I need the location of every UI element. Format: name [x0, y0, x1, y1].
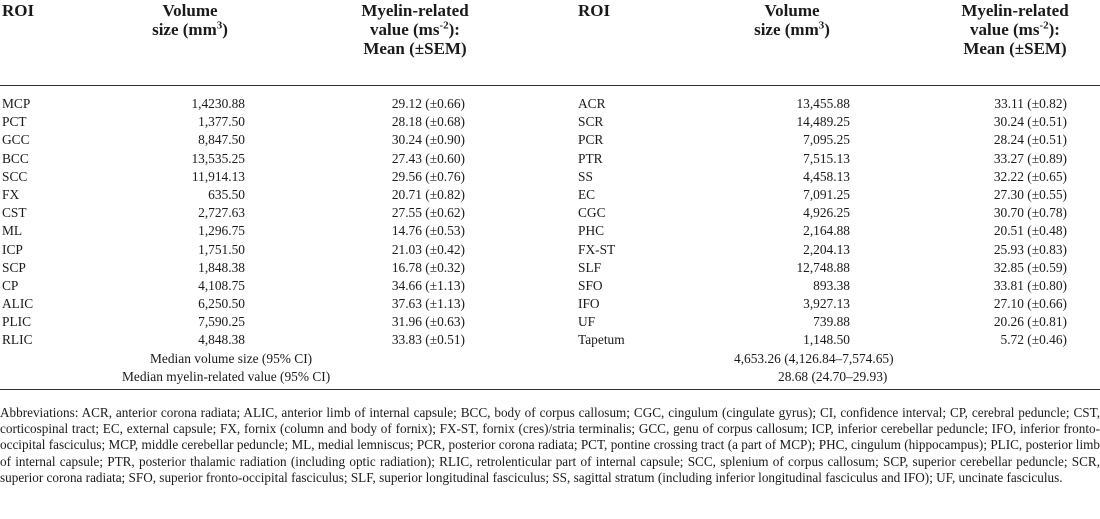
table-cell: ALIC: [2, 296, 34, 312]
table-cell: GCC: [2, 132, 30, 148]
table-cell: ICP: [2, 241, 23, 257]
table-cell: 30.70 (±0.78): [993, 205, 1067, 221]
table-cell: 29.56 (±0.76): [391, 168, 465, 184]
header-rule: [0, 85, 1100, 86]
table-cell: 30.24 (±0.90): [391, 132, 465, 148]
left-myelin-column: [330, 95, 465, 350]
table-cell: 635.50: [208, 186, 245, 202]
left-volume-column: [130, 95, 245, 350]
table-cell: 2,164.88: [803, 223, 850, 239]
table-cell: 2,204.13: [803, 241, 850, 257]
table-cell: 7,590.25: [198, 314, 245, 330]
table-cell: 4,848.38: [198, 332, 245, 348]
table-cell: 30.24 (±0.51): [993, 114, 1067, 130]
table-cell: 1,296.75: [198, 223, 245, 239]
table-cell: 1,848.38: [198, 259, 245, 275]
table-cell: 16.78 (±0.32): [391, 259, 465, 275]
table-cell: 32.22 (±0.65): [993, 168, 1067, 184]
header-myelin-right: Myelin-related value $(ms^{-2})$: Mean (±SEM): [961, 1, 1069, 58]
table-cell: SCP: [2, 259, 26, 275]
header-volume-right: Volume size $(mm^3)$: [754, 1, 830, 39]
table-cell: 1,148.50: [803, 332, 850, 348]
table-cell: 2,727.63: [198, 205, 245, 221]
table-cell: 13,455.88: [796, 96, 850, 111]
table-cell: PTR: [578, 150, 603, 166]
table-cell: 11,914.13: [191, 168, 245, 184]
table-cell: 7,091.25: [803, 186, 850, 202]
table-cell: BCC: [2, 150, 29, 166]
table-cell: 14.76 (±0.53): [391, 223, 465, 239]
table-cell: 20.26 (±0.81): [993, 314, 1067, 330]
table-cell: 3,927.13: [803, 296, 850, 312]
right-volume-column: [735, 95, 850, 350]
table-cell: 4,926.25: [803, 205, 850, 221]
table-cell: Tapetum: [578, 332, 625, 348]
header-volume-left: Volume size $(mm^3)$: [152, 1, 228, 39]
table-cell: 20.71 (±0.82): [391, 186, 465, 202]
abbreviations-footnote: Abbreviations: ACR, anterior corona radiata; ALIC, anterior limb of internal capsule; BCC, body of corpus callosum; CGC, cingulum (cingulate gyrus); CI, confidence interval; CP, cerebral peduncle; CST, corticospinal tract; EC, external capsule; FX, fornix (column and body of fornix); FX-ST, fornix (cres)/stria terminalis; GCC, genu of corpus callosum; ICP, inferior cerebellar peduncle; IFO, inferior fronto-occipital fasciculus; MCP, middle cerebellar peduncle; ML, medial lemniscus; PCR, posterior corona radiata; PCT, pontine crossing tract (a part of MCP); PHC, cingulum (hippocampus); PLIC, posterior limb of internal capsule; PTR, posterior thalamic radiation (including optic radiation); RLIC, retrolenticular part of internal capsule; SCC, splenium of corpus callosum; SCP, superior cerebellar peduncle; SCR, superior corona radiata; SFO, superior fronto-occipital fasciculus; SLF, superior longitudinal fasciculus; SS, sagittal stratum (including inferior longitudinal fasciculus and IFO); UF, uncinate fasciculus.: [0, 405, 1100, 485]
table-cell: 34.66 (±1.13): [391, 277, 465, 293]
table-cell: SS: [578, 168, 593, 184]
table-cell: PLIC: [2, 314, 32, 330]
table-cell: 33.81 (±0.80): [993, 277, 1067, 293]
table-cell: 33.27 (±0.89): [993, 150, 1067, 166]
table-cell: 1,751.50: [198, 241, 245, 257]
table-cell: CGC: [578, 205, 606, 221]
table-cell: SCR: [578, 114, 604, 130]
table-cell: 1,4230.88: [191, 96, 245, 111]
right-roi-column: [578, 95, 625, 350]
table-cell: 13,535.25: [191, 150, 245, 166]
table-cell: 29.12 (±0.66): [391, 96, 465, 111]
table-cell: FX: [2, 186, 20, 202]
table-cell: 893.38: [813, 277, 850, 293]
table-cell: 27.10 (±0.66): [993, 296, 1067, 312]
table-cell: FX-ST: [578, 241, 616, 257]
right-myelin-column: [932, 95, 1067, 350]
table-cell: 4,458.13: [803, 168, 850, 184]
table-cell: 5.72 (±0.46): [1000, 332, 1067, 348]
header-roi-left: ROI: [2, 1, 35, 20]
table-cell: 4,108.75: [198, 277, 245, 293]
table-cell: 14,489.25: [796, 114, 850, 130]
table-cell: SCC: [2, 168, 28, 184]
table-cell: 739.88: [813, 314, 850, 330]
median-myelin-label: Median myelin-related value (95% CI): [122, 369, 331, 384]
table-cell: 8,847.50: [198, 132, 245, 148]
table-cell: EC: [578, 186, 596, 202]
table-cell: 28.24 (±0.51): [993, 132, 1067, 148]
median-myelin-value: 28.68 (24.70–29.93): [778, 369, 888, 384]
table-cell: RLIC: [2, 332, 33, 348]
table-cell: 7,095.25: [803, 132, 850, 148]
table-cell: 33.83 (±0.51): [391, 332, 465, 348]
table-cell: 6,250.50: [198, 296, 245, 312]
left-roi-column: [2, 95, 33, 350]
table-cell: SFO: [578, 277, 603, 293]
table-cell: 28.18 (±0.68): [391, 114, 465, 130]
table-cell: PCT: [2, 114, 27, 130]
table-cell: 27.55 (±0.62): [391, 205, 465, 221]
table-cell: MCP: [2, 96, 31, 111]
table-cell: 21.03 (±0.42): [391, 241, 465, 257]
table-cell: ACR: [578, 96, 606, 111]
table-cell: CST: [2, 205, 27, 221]
table-cell: 33.11 (±0.82): [994, 96, 1067, 111]
table-cell: 20.51 (±0.48): [993, 223, 1067, 239]
table-cell: IFO: [578, 296, 600, 312]
table-cell: 1,377.50: [198, 114, 245, 130]
table-cell: CP: [2, 277, 19, 293]
table-cell: 7,515.13: [803, 150, 850, 166]
table-cell: UF: [578, 314, 596, 330]
table-cell: ML: [2, 223, 23, 239]
table-cell: PHC: [578, 223, 605, 239]
table-cell: 32.85 (±0.59): [993, 259, 1067, 275]
table-cell: 27.43 (±0.60): [391, 150, 465, 166]
table-cell: SLF: [578, 259, 602, 275]
table-cell: 27.30 (±0.55): [993, 186, 1067, 202]
table-bottom-rule: [0, 389, 1100, 390]
median-volume-value: 4,653.26 (4,126.84–7,574.65): [734, 351, 894, 366]
header-myelin-left: Myelin-related value $(ms^{-2})$: Mean (±SEM): [361, 1, 469, 58]
table-cell: 31.96 (±0.63): [391, 314, 465, 330]
header-roi-right: ROI: [578, 1, 611, 20]
table-cell: 37.63 (±1.13): [391, 296, 465, 312]
table-cell: 25.93 (±0.83): [993, 241, 1067, 257]
table-cell: 12,748.88: [796, 259, 850, 275]
table-cell: PCR: [578, 132, 604, 148]
median-volume-label: Median volume size (95% CI): [150, 351, 313, 366]
